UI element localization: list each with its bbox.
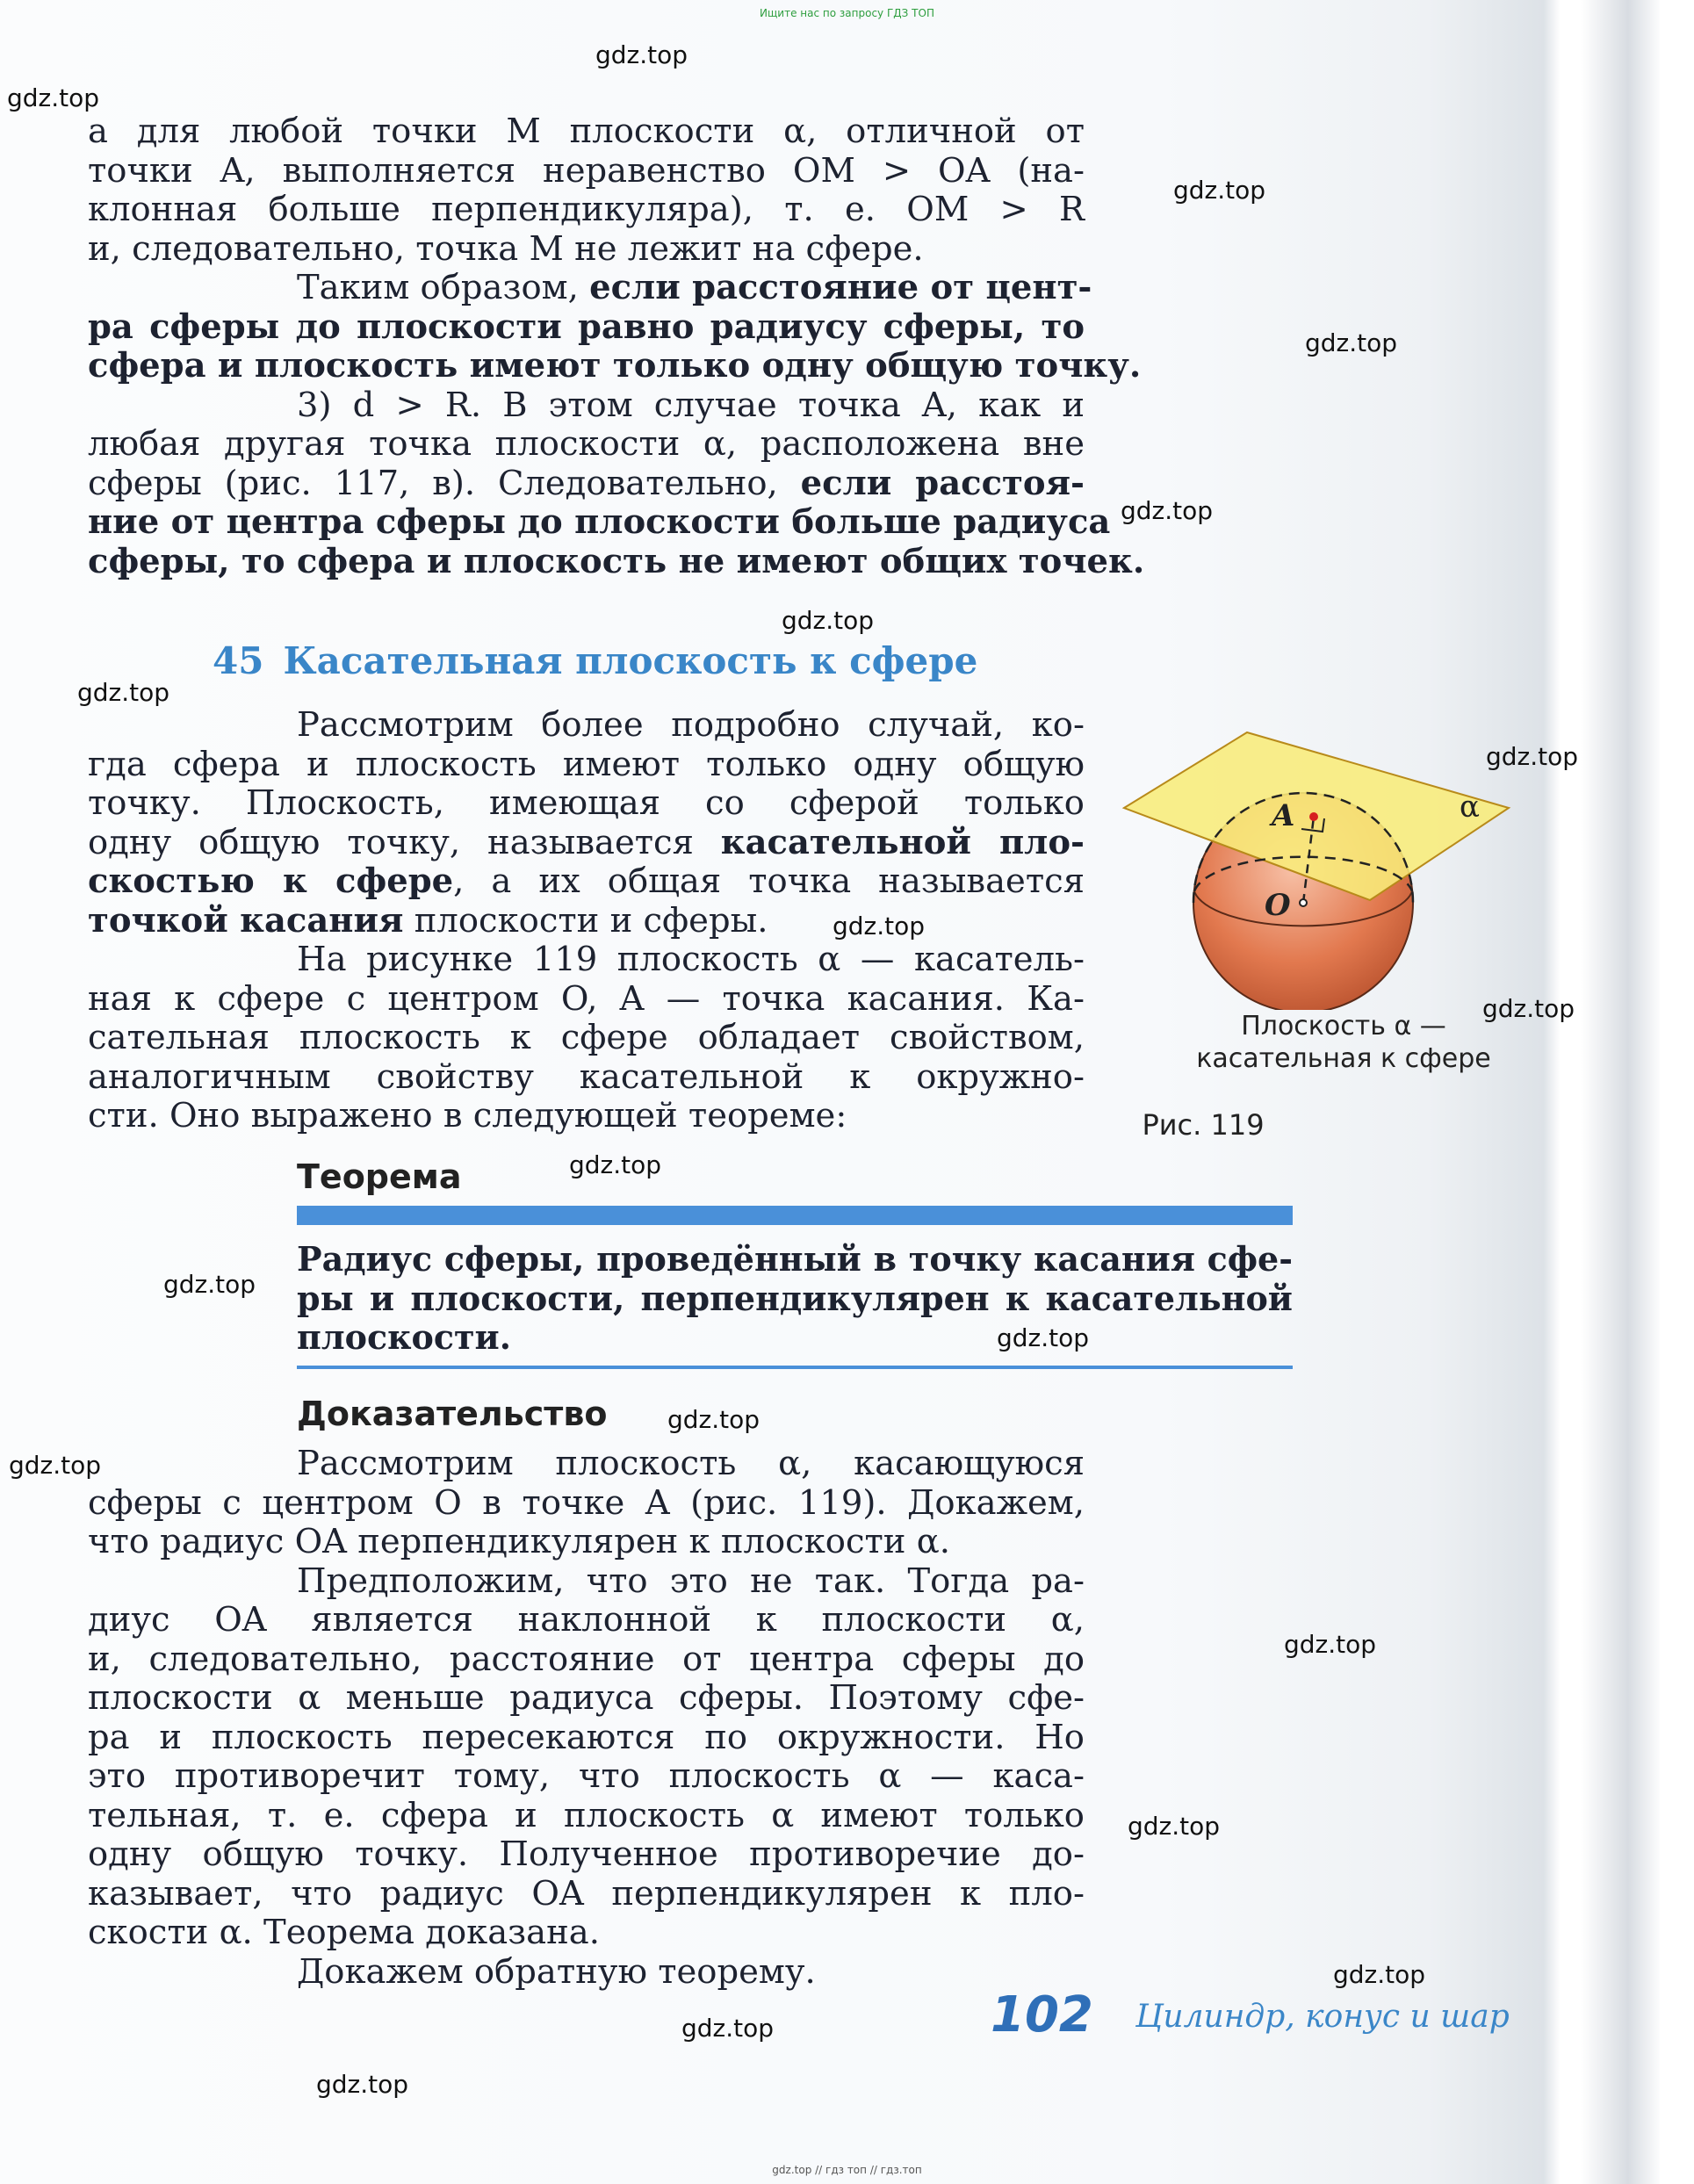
text-line: плоскости. xyxy=(297,1317,511,1357)
watermark: gdz.top xyxy=(9,1451,102,1480)
running-footer: Цилиндр, конус и шар xyxy=(1135,1999,1510,2035)
watermark: gdz.top xyxy=(163,1270,256,1299)
text-line: сательная плоскость к сфере обладает свойством, xyxy=(88,1018,1085,1057)
watermark: gdz.top xyxy=(569,1150,662,1179)
text-line: На рисунке 119 плоскость α — касатель- xyxy=(297,940,1085,979)
text-line xyxy=(88,268,1092,308)
text-line: клонная больше перпендикуляра), т. е. OM > R xyxy=(88,190,1085,229)
bold-text: скостью к сфере xyxy=(88,861,454,901)
text-line xyxy=(88,346,1142,386)
text-line xyxy=(88,541,1145,582)
text-line xyxy=(88,502,1111,543)
figure-caption xyxy=(1177,1010,1510,1075)
text-line: аналогичным свойству касательной к окружно- xyxy=(88,1056,1085,1097)
watermark: gdz.top xyxy=(681,2014,775,2043)
caption-line: Плоскость α — xyxy=(1241,1011,1446,1042)
label-o: O xyxy=(1265,888,1291,923)
bold-text: ра сферы до плоскости равно радиусу сферы, то xyxy=(88,306,1085,347)
theorem-text xyxy=(297,1240,1293,1358)
text-line: сферы с центром O в точке A (рис. 119). Докажем, xyxy=(88,1482,1085,1523)
label-alpha: α xyxy=(1460,789,1480,825)
text-line: казывает, что радиус OA перпендикулярен к пло- xyxy=(88,1873,1085,1914)
watermark: gdz.top xyxy=(1482,994,1575,1023)
paragraph-block-top xyxy=(88,112,1145,581)
text-line: и, следовательно, точка M не лежит на сфере. xyxy=(88,228,924,269)
page-number: 102 xyxy=(991,1986,1093,2043)
top-note: Ищите нас по запросу ГДЗ ТОП xyxy=(760,7,934,19)
theorem-bar xyxy=(297,1206,1293,1225)
watermark: gdz.top xyxy=(1333,1960,1426,1989)
watermark: gdz.top xyxy=(997,1323,1090,1352)
paragraph-block-middle xyxy=(88,706,1085,1136)
text-line: точку. Плоскость, имеющая со сферой только xyxy=(88,783,1085,823)
bottom-note: gdz.top // гдз топ // гдз.топ xyxy=(772,2164,922,2176)
text-run: сферы (рис. 117, в). Следовательно, xyxy=(88,463,801,503)
caption-line: касательная к сфере xyxy=(1196,1043,1491,1074)
text-line: 3) d > R. В этом случае точка A, как и xyxy=(297,385,1085,425)
bold-text: сфера и плоскость имеют только одну общую точку. xyxy=(88,346,1142,386)
watermark: gdz.top xyxy=(1305,328,1398,357)
text-run: одну общую точку, называется xyxy=(88,822,721,862)
text-line: тельная, т. е. сфера и плоскость α имеют только xyxy=(88,1795,1085,1835)
text-line: ры и плоскости, перпендикулярен к касательной xyxy=(297,1278,1293,1318)
bold-text: ние от центра сферы до плоскости больше радиуса xyxy=(88,502,1111,542)
text-line: Рассмотрим плоскость α, касающуюся xyxy=(297,1444,1085,1483)
text-line xyxy=(88,902,1085,941)
watermark: gdz.top xyxy=(782,606,875,635)
proof-body xyxy=(88,1445,1085,1992)
theorem-divider xyxy=(297,1366,1293,1369)
text-line: гда сфера и плоскость имеют только одну общую xyxy=(88,744,1085,784)
text-line: Предположим, что это не так. Тогда ра- xyxy=(297,1561,1085,1601)
watermark: gdz.top xyxy=(1128,1812,1221,1841)
text-line: скости α. Теорема доказана. xyxy=(88,1913,600,1952)
point-o xyxy=(1300,899,1307,906)
bold-text: точкой касания xyxy=(88,900,404,941)
watermark: gdz.top xyxy=(667,1405,760,1434)
proof-title: Доказательство xyxy=(297,1395,608,1433)
watermark: gdz.top xyxy=(1486,742,1579,771)
text-line: одну общую точку. Полученное противоречие до- xyxy=(88,1834,1085,1874)
bold-text: сферы, то сфера и плоскость не имеют общих точек. xyxy=(88,541,1145,581)
watermark: gdz.top xyxy=(1173,176,1266,205)
section-heading xyxy=(213,639,977,682)
text-line: Радиус сферы, проведённый в точку касания сфе- xyxy=(297,1239,1293,1279)
text-line: Рассмотрим более подробно случай, ко- xyxy=(297,705,1085,745)
page-edge-shadow xyxy=(1581,0,1660,2184)
text-run: Таким образом, xyxy=(297,268,590,307)
text-line xyxy=(88,824,1085,863)
theorem-title: Теорема xyxy=(297,1157,462,1196)
watermark: gdz.top xyxy=(1284,1630,1377,1659)
text-line: сти. Оно выражено в следующей теореме: xyxy=(88,1096,847,1135)
text-line xyxy=(88,862,1085,902)
text-line xyxy=(88,308,1085,348)
bold-text: если расстоя- xyxy=(800,463,1085,503)
figure-number: Рис. 119 xyxy=(1142,1108,1265,1142)
text-line: ра и плоскость пересекаются по окружности. Но xyxy=(88,1717,1085,1757)
section-title: Касательная плоскость к сфере xyxy=(283,639,978,682)
bold-text: касательной пло- xyxy=(720,822,1085,862)
watermark: gdz.top xyxy=(316,2070,409,2099)
watermark: gdz.top xyxy=(833,912,926,941)
label-a: A xyxy=(1272,798,1295,833)
sphere-tangent-plane-figure xyxy=(1115,720,1528,1010)
text-line: и, следовательно, расстояние от центра сферы до xyxy=(88,1639,1085,1679)
watermark: gdz.top xyxy=(7,83,100,112)
text-line: это противоречит тому, что плоскость α — каса- xyxy=(88,1756,1085,1796)
text-line: а для любой точки M плоскости α, отличной от xyxy=(88,112,1085,151)
text-run: плоскости и сферы. xyxy=(403,900,768,941)
section-number: 45 xyxy=(213,639,264,682)
text-line: диус OA является наклонной к плоскости α, xyxy=(88,1600,1085,1640)
text-line: Докажем обратную теорему. xyxy=(297,1951,816,1992)
point-a xyxy=(1309,812,1318,821)
text-line: точки A, выполняется неравенство OM > OA (на- xyxy=(88,150,1085,191)
watermark: gdz.top xyxy=(1121,496,1214,525)
watermark: gdz.top xyxy=(595,40,688,69)
text-line xyxy=(88,465,1085,504)
text-line: любая другая точка плоскости α, расположена вне xyxy=(88,424,1085,464)
text-run: , а их общая точка называется xyxy=(453,861,1085,901)
watermark: gdz.top xyxy=(77,678,170,707)
bold-text: если расстояние от цент- xyxy=(589,268,1092,307)
text-line: плоскости α меньше радиуса сферы. Поэтому сфе- xyxy=(88,1678,1085,1718)
text-line: ная к сфере с центром O, A — точка касания. Ка- xyxy=(88,978,1085,1019)
text-line: что радиус OA перпендикулярен к плоскости α. xyxy=(88,1522,950,1561)
